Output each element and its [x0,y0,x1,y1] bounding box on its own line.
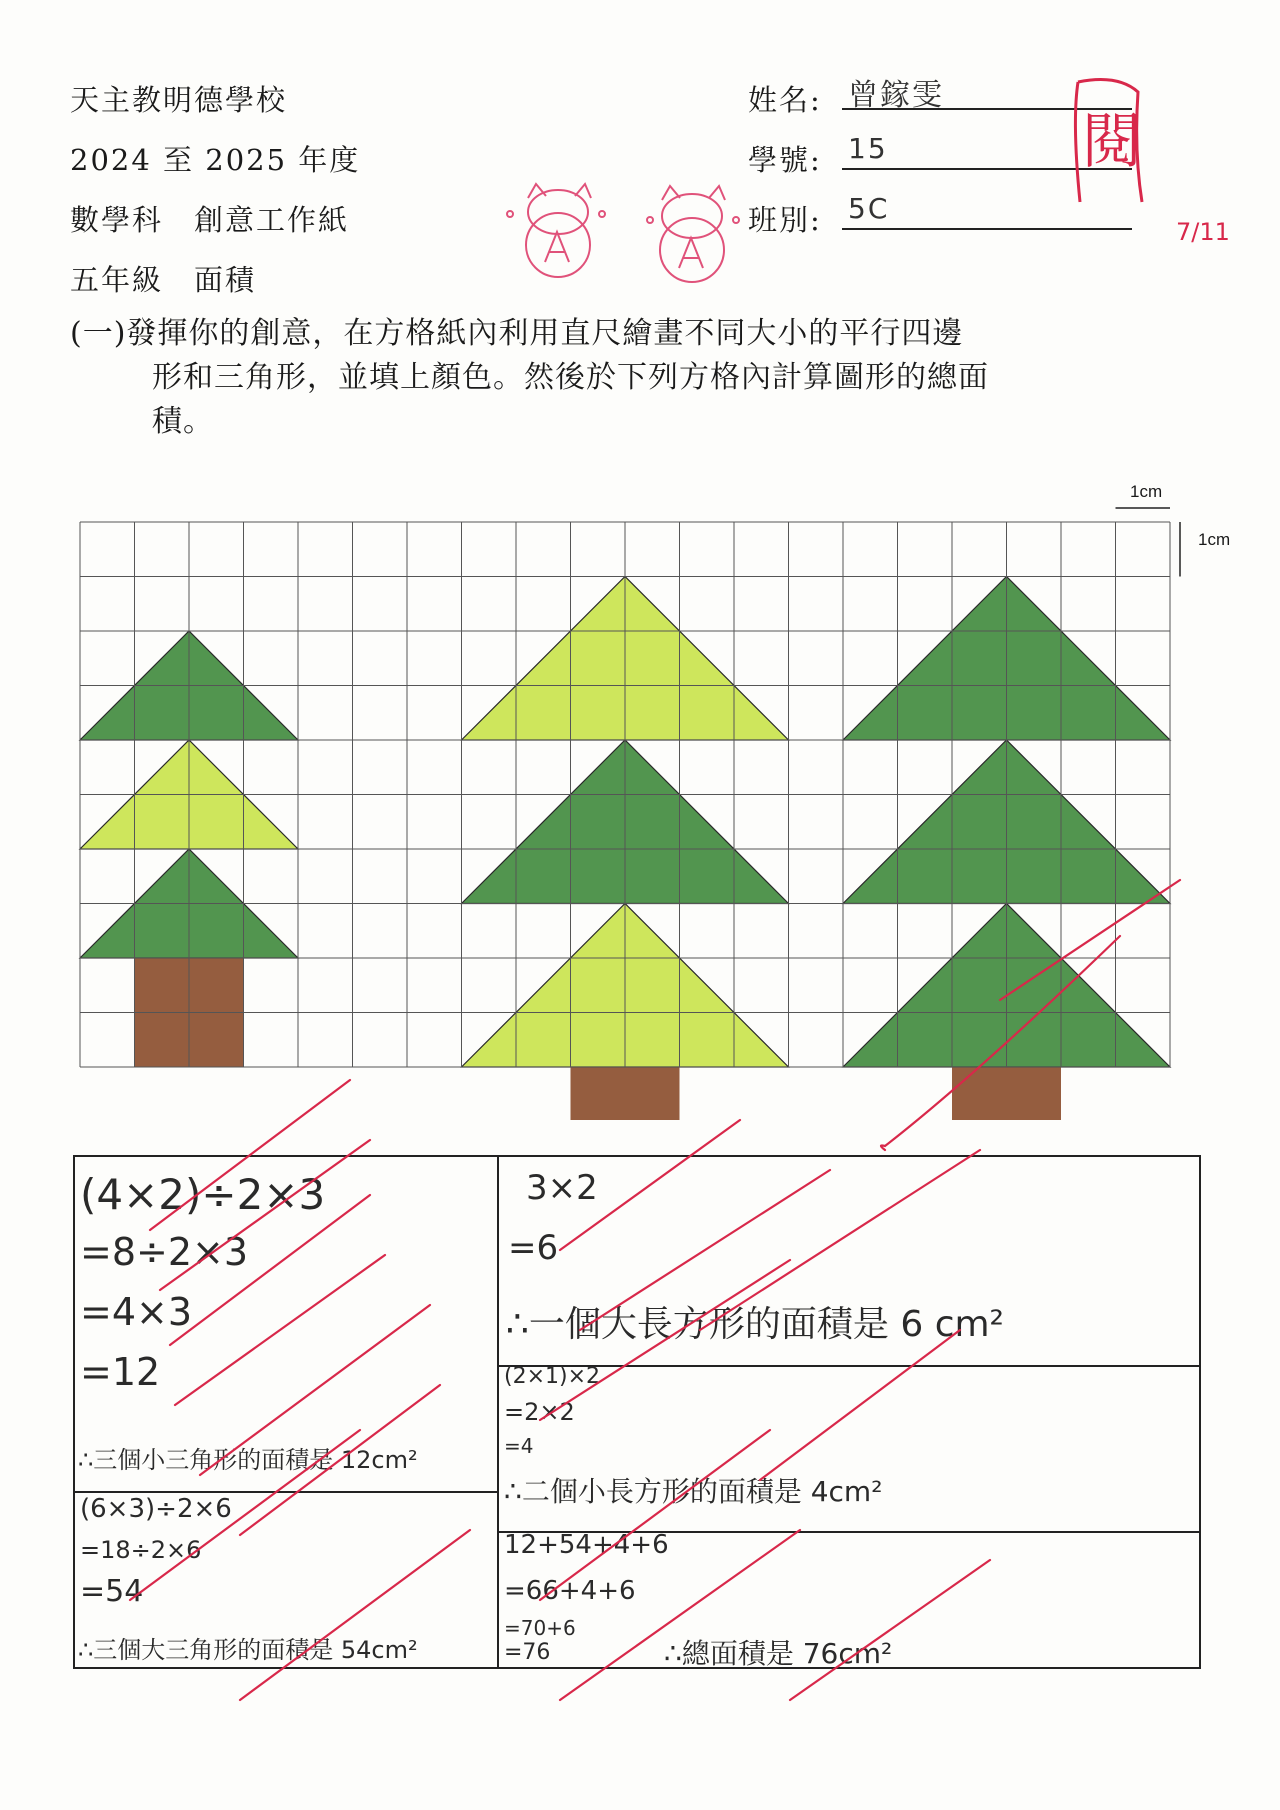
total-conclusion: ∴總面積是 76cm² [664,1637,893,1670]
student-no-label: 學號: [748,143,822,177]
answer-conclusion: ∴二個小長方形的面積是 4cm² [504,1475,883,1508]
answer-line: =8÷2×3 [80,1230,249,1274]
answer-conclusion: ∴三個小三角形的面積是 12cm² [78,1446,418,1474]
column-divider [497,1157,499,1667]
class-value: 5C [848,192,890,225]
teacher-mark: 閱 [1082,107,1142,177]
grade-topic: 五年級 面積 [70,263,257,297]
unit-width-label: 1cm [1130,482,1163,501]
unit-height-label: 1cm [1198,530,1231,549]
answer-line: =12 [80,1350,161,1394]
answer-line: =66+4+6 [504,1576,636,1606]
question-number: (一) [70,316,127,351]
answer-line: =6 [508,1228,559,1268]
answer-line: =18÷2×6 [80,1536,202,1564]
answer-conclusion: ∴一個大長方形的面積是 6 cm² [506,1304,1004,1345]
answer-line: (6×3)÷2×6 [80,1494,232,1524]
answer-line: 12+54+4+6 [504,1530,669,1560]
date-mark: 7/11 [1176,218,1230,246]
question-line-2: 形和三角形，並填上顏色。然後於下列方格內計算圖形的總面 [152,360,989,395]
answer-line: =2×2 [504,1398,575,1426]
school-name: 天主教明德學校 [70,83,288,117]
subject-title: 數學科 創意工作紙 [70,203,350,237]
answer-line: 3×2 [526,1168,598,1208]
left-row-divider [75,1491,497,1493]
name-label: 姓名: [748,83,822,117]
right-row-divider-1 [497,1365,1199,1367]
answer-line: (2×1)×2 [504,1364,601,1389]
tree-trunk [571,1067,680,1120]
answer-conclusion: ∴三個大三角形的面積是 54cm² [78,1636,418,1664]
answer-line: =70+6 [504,1616,576,1640]
question-line-1: 發揮你的創意，在方格紙內利用直尺繪畫不同大小的平行四邊 [126,316,964,351]
answer-line: =76 [504,1640,551,1665]
name-value: 曾鎵雯 [848,78,944,113]
student-no-value: 15 [848,132,888,165]
school-year: 2024 至 2025 年度 [70,143,361,177]
question-line-3: 積。 [152,404,214,439]
answer-line: =4 [504,1434,534,1458]
answer-line: (4×2)÷2×3 [80,1170,326,1219]
answer-line: =54 [80,1574,144,1609]
answer-line: =4×3 [80,1290,193,1334]
class-label: 班別: [748,203,822,237]
tree-trunk [952,1067,1061,1120]
